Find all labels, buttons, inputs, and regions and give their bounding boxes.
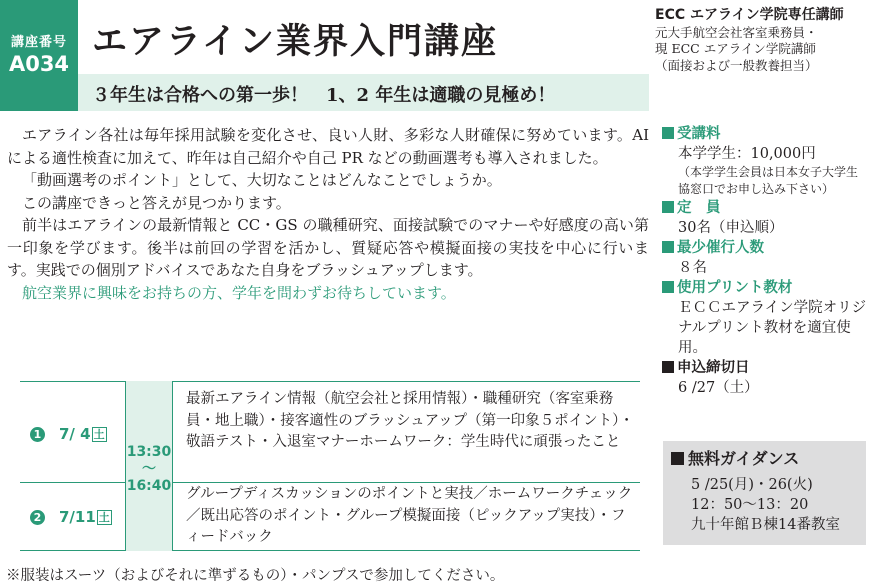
square-bullet-icon — [662, 361, 674, 373]
dress-code-note: ※服装はスーツ（およびそれに準ずるもの）・パンプスで参加してください。 — [6, 568, 505, 584]
time-end: 16:40 — [126, 478, 172, 494]
square-bullet-icon — [662, 201, 674, 213]
minimum-heading: 最少催行人数 — [662, 238, 867, 258]
weekday-badge: 土 — [93, 428, 105, 441]
square-bullet-icon — [671, 452, 684, 465]
fee-value: 本学学生：10,000円 — [678, 146, 816, 162]
instructor-info — [655, 7, 844, 74]
time-start: 13:30 — [126, 444, 172, 460]
session-description: グループディスカッションのポイントと実技／ホームワークチェック／既出応答のポイント・グループ模擬面接（ピックアップ実技）・フィードバック — [186, 486, 633, 545]
free-guidance-box — [663, 441, 866, 545]
table-divider — [20, 550, 640, 551]
guidance-details — [691, 475, 840, 535]
course-description — [7, 124, 649, 304]
description-paragraph: この講座できっと答えが見つかります。 — [22, 193, 291, 212]
description-paragraph: 「動画選考のポイント」として、大切なことはどんなことでしょうか。 — [22, 171, 502, 189]
square-bullet-icon — [662, 127, 674, 139]
course-subtitle: ３年生は合格への第一歩！ 1、2 年生は適職の見極め！ — [92, 85, 556, 106]
time-separator: 〜 — [142, 461, 156, 477]
course-code-box — [0, 0, 78, 111]
capacity-value: 30名（申込順） — [678, 220, 784, 236]
fee-note: （本学学生会員は日本女子大学生協窓口でお申し込み下さい） — [678, 165, 859, 196]
instructor-line: 元大手航空会社客室乗務員・ — [655, 24, 818, 40]
session-date: 2 7/11 土 — [30, 508, 112, 526]
invitation-text: 航空業界に興味をお持ちの方、学年を問わずお待ちしています。 — [22, 283, 456, 302]
session-date: 1 7/ 4 土 — [30, 425, 107, 443]
session-description: 最新エアライン情報（航空会社と採用情報）・職種研究（客室乗務員・地上職）・接客適性のブラッシュアップ（第一印象５ポイント）・敬語テスト・入退室マナーホームワーク：学生時代に頑張ったこと — [186, 391, 634, 450]
minimum-value: ８名 — [678, 260, 707, 276]
session-time — [125, 381, 173, 551]
course-code: A034 — [8, 52, 70, 76]
course-code-label: 講座番号 — [10, 35, 67, 50]
guidance-time: 12：50〜13：20 — [691, 497, 809, 513]
deadline-heading: 申込締切日 — [662, 358, 867, 378]
instructor-name: ECC エアライン学院専任講師 — [655, 7, 844, 23]
deadline-value: 6 /27（土） — [678, 380, 759, 396]
instructor-line: 現 ECC エアライン学院講師 — [655, 41, 816, 56]
instructor-line: （面接および一般教養担当） — [655, 57, 818, 73]
materials-heading: 使用プリント教材 — [662, 278, 867, 298]
guidance-date: 5 /25(月)・26(火) — [691, 477, 813, 493]
session-number: 2 — [30, 510, 45, 525]
guidance-heading: 無料ガイダンス — [671, 449, 799, 469]
course-title: エアライン業界入門講座 — [92, 21, 498, 62]
fee-heading: 受講料 — [662, 124, 867, 144]
guidance-place: 九十年館Ｂ棟14番教室 — [691, 517, 840, 533]
capacity-heading: 定 員 — [662, 198, 867, 218]
table-divider — [20, 381, 640, 382]
square-bullet-icon — [662, 281, 674, 293]
description-paragraph: エアライン各社は毎年採用試験を変化させ、良い人財、多彩な人財確保に努めています。AI による適性検査に加えて、昨年は自己紹介や自己 PR などの動画選考も導入されました。 — [7, 126, 649, 167]
schedule-table — [20, 381, 640, 551]
weekday-badge: 土 — [98, 511, 110, 524]
table-divider — [20, 482, 640, 483]
course-details-sidebar — [662, 124, 867, 398]
materials-value: ＥＣＣエアライン学院オリジナルプリント教材を適宜使用。 — [678, 300, 867, 356]
session-number: 1 — [30, 427, 45, 442]
description-paragraph: 前半はエアラインの最新情報と CC・GS の職種研究、面接試験でのマナーや好感度の高い第一印象を学びます。後半は前回の学習を活かし、質疑応答や模擬面接の実技を中心に行います。実践での個別アドバイスであなた自身をブラッシュアップします。 — [7, 216, 649, 279]
square-bullet-icon — [662, 241, 674, 253]
